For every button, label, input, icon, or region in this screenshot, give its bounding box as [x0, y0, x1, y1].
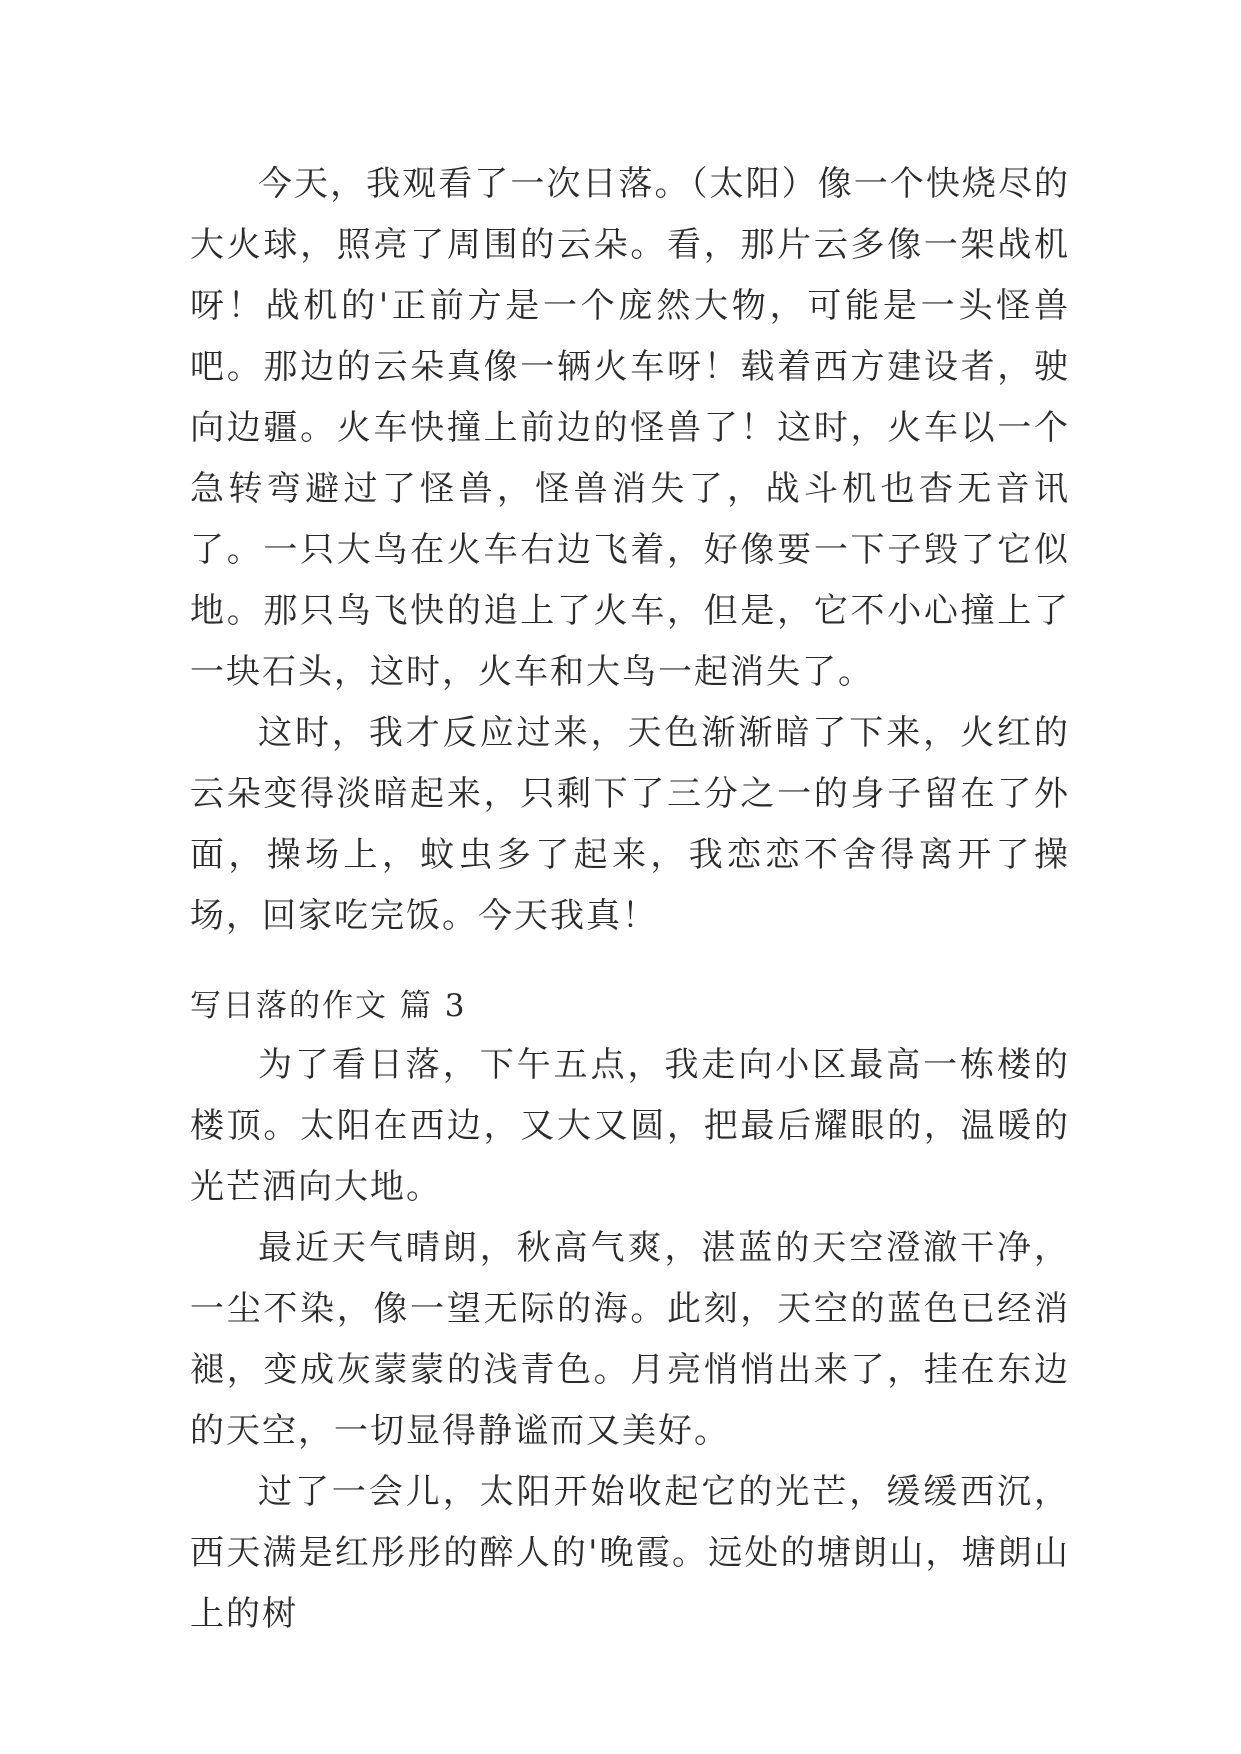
- paragraph-clear-sky: 最近天气晴朗，秋高气爽，湛蓝的天空澄澈干净，一尘不染，像一望无际的海。此刻，天空的蓝色已经消褪，变成灰蒙蒙的浅青色。月亮悄悄出来了，挂在东边的天空，一切显得静谧而又美好。: [190, 1228, 1070, 1451]
- paragraph-sun-setting: 过了一会儿，太阳开始收起它的光芒，缓缓西沉，西天满是红彤彤的醉人的'晚霞。远处的塘朗山，塘朗山上的树: [190, 1472, 1070, 1634]
- essay-2-continued: [190, 154, 1070, 947]
- paragraph-dusk-ending: 这时，我才反应过来，天色渐渐暗了下来，火红的云朵变得淡暗起来，只剩下了三分之一的身子留在了外面，操场上，蚊虫多了起来，我恋恋不舍得离开了操场，回家吃完饭。今天我真！: [190, 713, 1070, 936]
- essay-3-heading: 写日落的作文 篇 3: [190, 988, 467, 1024]
- essay-3-body: [190, 1035, 1070, 1645]
- paragraph-rooftop: 为了看日落，下午五点，我走向小区最高一栋楼的楼顶。太阳在西边，又大又圆，把最后耀眼的，温暖的光芒洒向大地。: [190, 1045, 1070, 1207]
- paragraph-sunset-observation: 今天，我观看了一次日落。（太阳）像一个快烧尽的大火球，照亮了周围的云朵。看，那片云多像一架战机呀！战机的'正前方是一个庞然大物，可能是一头怪兽吧。那边的云朵真像一辆火车呀！载着西方建设者，驶向边疆。火车快撞上前边的怪兽了！这时，火车以一个急转弯避过了怪兽，怪兽消失了，战斗机也杳无音讯了。一只大鸟在火车右边飞着，好像要一下子毁了它似地。那只鸟飞快的追上了火车，但是，它不小心撞上了一块石头，这时，火车和大鸟一起消失了。: [190, 164, 1070, 692]
